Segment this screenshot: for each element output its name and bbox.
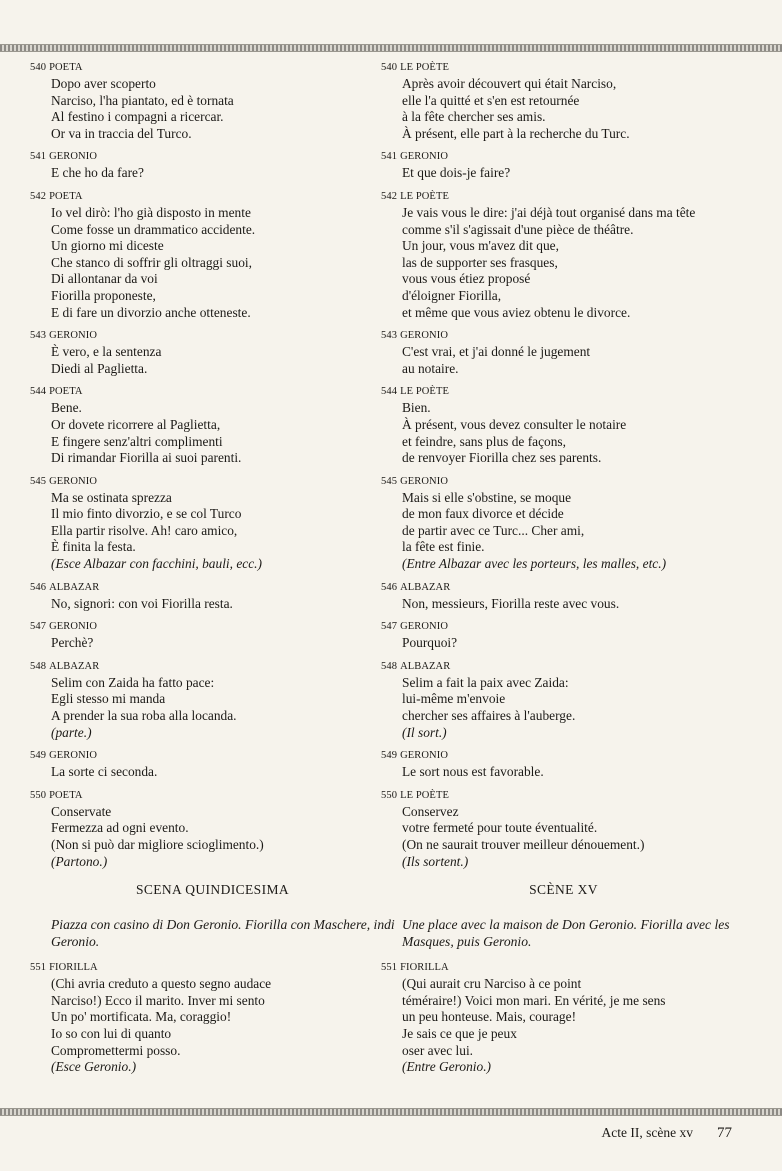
dialogue-entry xyxy=(381,748,746,781)
verse-lines xyxy=(381,764,746,781)
speaker-line xyxy=(381,474,746,490)
french-column xyxy=(381,60,746,1083)
speaker-line xyxy=(381,60,746,76)
speaker-line xyxy=(30,149,398,165)
verse-lines xyxy=(381,165,746,182)
line-number: 547 xyxy=(30,621,47,633)
verse-line: Non, messieurs, Fiorilla reste avec vous. xyxy=(402,595,620,611)
dialogue-entry xyxy=(30,384,398,466)
verse-line: Al festino i compagni a ricercar. xyxy=(51,109,224,125)
speaker-line xyxy=(30,788,398,804)
verse-line: Selim con Zaida ha fatto pace: xyxy=(51,674,215,690)
speaker-line xyxy=(381,189,746,205)
verse-line: Conservate xyxy=(51,803,112,819)
stage-direction: (Ils sortent.) xyxy=(402,853,469,869)
line-number: 543 xyxy=(381,330,398,342)
stage-direction: (Entre Albazar avec les porteurs, les malles, etc.) xyxy=(402,556,667,572)
italian-dialogue-part1 xyxy=(30,60,398,870)
verse-lines xyxy=(30,205,395,321)
verse-line: E che ho da fare? xyxy=(51,165,144,181)
verse-line: Bene. xyxy=(51,400,82,416)
verse-line: Fiorilla proponeste, xyxy=(51,287,156,303)
verse-lines xyxy=(30,976,395,1076)
verse-line: Le sort nous est favorable. xyxy=(402,764,544,780)
verse-line: (Qui aurait cru Narciso à ce point xyxy=(402,976,582,992)
verse-line: Io vel dirò: l'ho già disposto in mente xyxy=(51,204,251,220)
stage-direction: (Esce Albazar con facchini, bauli, ecc.) xyxy=(51,556,262,572)
verse-line: Di rimandar Fiorilla ai suoi parenti. xyxy=(51,450,242,466)
verse-lines xyxy=(30,490,395,573)
line-number: 540 xyxy=(30,62,47,73)
dialogue-entry xyxy=(30,474,398,573)
dialogue-entry xyxy=(30,189,398,321)
verse-line: d'éloigner Fiorilla, xyxy=(402,287,502,303)
page-number: 77 xyxy=(717,1125,732,1141)
verse-lines xyxy=(30,76,395,142)
verse-line: la fête est finie. xyxy=(402,539,485,555)
stage-setting-italian: Piazza con casino di Don Geronio. Fiorilla con Maschere, indi Geronio. xyxy=(51,917,395,950)
verse-line: À présent, vous devez consulter le notaire xyxy=(402,416,627,432)
line-number: 546 xyxy=(381,581,398,593)
line-number: 551 xyxy=(381,962,398,974)
speaker-line xyxy=(381,659,746,675)
dialogue-entry xyxy=(381,474,746,573)
speaker-line xyxy=(381,149,746,165)
verse-line: de renvoyer Fiorilla chez ses parents. xyxy=(402,450,602,466)
verse-line: (On ne saurait trouver meilleur dénouement.) xyxy=(402,837,645,852)
verse-line: Di allontanar da voi xyxy=(51,271,158,287)
line-number: 542 xyxy=(381,190,398,202)
dialogue-entry xyxy=(30,580,398,613)
verse-line: comme s'il s'agissait d'une pièce de théâtre. xyxy=(402,221,634,237)
line-number: 549 xyxy=(30,750,47,762)
page-footer xyxy=(602,1125,732,1142)
stage-direction: (Il sort.) xyxy=(402,724,447,740)
stage-direction: (Entre Geronio.) xyxy=(402,1059,491,1075)
verse-line: Pourquoi? xyxy=(402,635,458,651)
speaker-line xyxy=(381,748,746,764)
running-header: Acte II, scène xv xyxy=(601,1125,693,1140)
verse-line: de partir avec ce Turc... Cher ami, xyxy=(402,522,585,538)
verse-line: E di fare un divorzio anche otteneste. xyxy=(51,304,251,320)
verse-line: Egli stesso mi manda xyxy=(51,691,166,707)
verse-line: un peu honteuse. Mais, courage! xyxy=(402,1009,577,1025)
verse-line: de mon faux divorce et décide xyxy=(402,506,564,522)
speaker-line xyxy=(30,384,398,400)
verse-line: et feindre, sans plus de façons, xyxy=(402,433,566,449)
verse-line: E fingere senz'altri complimenti xyxy=(51,433,223,449)
dialogue-entry xyxy=(30,60,398,142)
verse-lines xyxy=(381,344,746,377)
scene-title-french: SCÈNE XV xyxy=(529,882,598,898)
verse-line: Conservez xyxy=(402,803,459,819)
speaker-name: GERONIO xyxy=(400,330,449,342)
speaker-line xyxy=(381,328,746,344)
verse-line: È finita la festa. xyxy=(51,539,136,555)
scene-title-italian: SCENA QUINDICESIMA xyxy=(135,882,290,898)
speaker-line xyxy=(30,189,398,205)
verse-line: La sorte ci seconda. xyxy=(51,764,158,780)
verse-lines xyxy=(381,976,746,1076)
dialogue-entry xyxy=(381,788,746,870)
verse-line: oser avec lui. xyxy=(402,1042,474,1058)
speaker-name: GERONIO xyxy=(49,475,98,487)
dialogue-entry xyxy=(381,384,746,466)
verse-lines xyxy=(30,635,395,652)
speaker-name: GERONIO xyxy=(400,621,449,633)
speaker-line xyxy=(381,960,746,976)
verse-line: Un giorno mi diceste xyxy=(51,238,164,254)
verse-line: Narciso!) Ecco il marito. Inver mi sento xyxy=(51,992,265,1008)
verse-line: C'est vrai, et j'ai donné le jugement xyxy=(402,344,591,360)
speaker-name: LE POÈTE xyxy=(400,190,449,202)
verse-line: Bien. xyxy=(402,400,431,416)
verse-line: Narciso, l'ha piantato, ed è tornata xyxy=(51,92,234,108)
speaker-line xyxy=(30,659,398,675)
verse-lines xyxy=(30,804,395,870)
stage-setting-french: Une place avec la maison de Don Geronio. Fiorilla avec les Masques, puis Geronio. xyxy=(402,917,730,950)
verse-line: Ella partir risolve. Ah! caro amico, xyxy=(51,522,238,538)
verse-line: Diedi al Paglietta. xyxy=(51,360,148,376)
dialogue-entry xyxy=(381,60,746,142)
speaker-name: GERONIO xyxy=(400,475,449,487)
verse-line: las de supporter ses frasques, xyxy=(402,254,558,270)
line-number: 550 xyxy=(30,789,47,801)
verse-lines xyxy=(30,764,395,781)
stage-direction: (Partono.) xyxy=(51,853,108,869)
speaker-name: GERONIO xyxy=(49,151,98,163)
verse-lines xyxy=(30,596,395,613)
dialogue-entry xyxy=(30,619,398,652)
verse-line: È vero, e la sentenza xyxy=(51,344,162,360)
dialogue-entry xyxy=(30,149,398,182)
speaker-line xyxy=(30,748,398,764)
dialogue-entry xyxy=(381,659,746,741)
speaker-name: FIORILLA xyxy=(400,962,449,974)
verse-line: Dopo aver scoperto xyxy=(51,76,156,91)
speaker-name: GERONIO xyxy=(400,750,449,762)
dialogue-entry xyxy=(30,748,398,781)
speaker-name: GERONIO xyxy=(49,750,98,762)
top-border-rule xyxy=(0,44,782,52)
verse-line: Ma se ostinata sprezza xyxy=(51,489,172,505)
line-number: 549 xyxy=(381,750,398,762)
verse-line: Come fosse un drammatico accidente. xyxy=(51,221,256,237)
stage-direction: (parte.) xyxy=(51,724,92,740)
dialogue-entry xyxy=(30,328,398,377)
verse-line: Or dovete ricorrere al Paglietta, xyxy=(51,416,221,432)
speaker-name: GERONIO xyxy=(400,151,449,163)
verse-lines xyxy=(381,76,746,142)
speaker-line xyxy=(30,580,398,596)
speaker-name: LE POÈTE xyxy=(400,789,449,801)
line-number: 547 xyxy=(381,621,398,633)
line-number: 543 xyxy=(30,330,47,342)
stage-direction: (Esce Geronio.) xyxy=(51,1059,137,1075)
verse-line: Je sais ce que je peux xyxy=(402,1025,517,1041)
verse-lines xyxy=(381,675,746,741)
line-number: 548 xyxy=(30,660,47,672)
verse-line: Compromettermi posso. xyxy=(51,1042,181,1058)
verse-line: Selim a fait la paix avec Zaida: xyxy=(402,674,569,690)
verse-line: Après avoir découvert qui était Narciso, xyxy=(402,76,617,91)
line-number: 546 xyxy=(30,581,47,593)
verse-line: elle l'a quitté et s'en est retournée xyxy=(402,92,580,108)
speaker-line xyxy=(381,580,746,596)
speaker-name: ALBAZAR xyxy=(400,660,451,672)
verse-lines xyxy=(381,596,746,613)
speaker-name: ALBAZAR xyxy=(400,581,451,593)
speaker-name: ALBAZAR xyxy=(49,660,100,672)
speaker-name: POETA xyxy=(49,190,83,202)
verse-lines xyxy=(381,635,746,652)
dialogue-entry xyxy=(30,659,398,741)
speaker-name: POETA xyxy=(49,386,83,398)
verse-line: Io so con lui di quanto xyxy=(51,1025,172,1041)
speaker-line xyxy=(381,619,746,635)
verse-line: Un po' mortificata. Ma, coraggio! xyxy=(51,1009,232,1025)
line-number: 551 xyxy=(30,962,47,974)
dialogue-entry xyxy=(381,960,746,1076)
line-number: 540 xyxy=(381,62,398,73)
speaker-name: LE POÈTE xyxy=(400,386,449,398)
dialogue-entry xyxy=(381,189,746,321)
verse-line: À présent, elle part à la recherche du Turc. xyxy=(402,125,630,141)
dialogue-entry xyxy=(381,619,746,652)
verse-lines xyxy=(381,490,746,573)
italian-dialogue-part2 xyxy=(30,960,398,1076)
verse-line: (Chi avria creduto a questo segno audace xyxy=(51,976,272,992)
verse-line: A prender la sua roba alla locanda. xyxy=(51,708,237,724)
verse-line: Fermezza ad ogni evento. xyxy=(51,820,189,836)
verse-lines xyxy=(30,344,395,377)
speaker-name: GERONIO xyxy=(49,330,98,342)
verse-line: Or va in traccia del Turco. xyxy=(51,125,192,141)
verse-line: No, signori: con voi Fiorilla resta. xyxy=(51,595,233,611)
line-number: 545 xyxy=(381,475,398,487)
dialogue-entry xyxy=(381,149,746,182)
speaker-line xyxy=(30,960,398,976)
verse-line: à la fête chercher ses amis. xyxy=(402,109,546,125)
line-number: 541 xyxy=(30,151,47,163)
verse-line: Un jour, vous m'avez dit que, xyxy=(402,238,559,254)
speaker-name: GERONIO xyxy=(49,621,98,633)
verse-line: lui-même m'envoie xyxy=(402,691,506,707)
verse-line: Mais si elle s'obstine, se moque xyxy=(402,489,572,505)
line-number: 541 xyxy=(381,151,398,163)
line-number: 542 xyxy=(30,190,47,202)
verse-line: votre fermeté pour toute éventualité. xyxy=(402,820,598,836)
french-dialogue-part1 xyxy=(381,60,746,870)
dialogue-entry xyxy=(30,788,398,870)
verse-lines xyxy=(381,400,746,466)
verse-line: chercher ses affaires à l'auberge. xyxy=(402,708,576,724)
dialogue-entry xyxy=(381,580,746,613)
speaker-name: POETA xyxy=(49,789,83,801)
speaker-name: POETA xyxy=(49,62,83,73)
verse-lines xyxy=(30,675,395,741)
verse-line: Je vais vous le dire: j'ai déjà tout organisé dans ma tête xyxy=(402,204,696,220)
verse-lines xyxy=(381,205,746,321)
line-number: 548 xyxy=(381,660,398,672)
speaker-line xyxy=(381,384,746,400)
speaker-name: ALBAZAR xyxy=(49,581,100,593)
line-number: 544 xyxy=(30,386,47,398)
speaker-line xyxy=(30,619,398,635)
verse-line: téméraire!) Voici mon mari. En vérité, je me sens xyxy=(402,992,666,1008)
line-number: 550 xyxy=(381,789,398,801)
italian-column xyxy=(30,60,398,1083)
french-dialogue-part2 xyxy=(381,960,746,1076)
verse-line: (Non si può dar migliore scioglimento.) xyxy=(51,837,264,852)
dialogue-entry xyxy=(30,960,398,1076)
verse-line: au notaire. xyxy=(402,360,459,376)
line-number: 545 xyxy=(30,475,47,487)
speaker-line xyxy=(30,60,398,76)
speaker-line xyxy=(30,474,398,490)
speaker-name: FIORILLA xyxy=(49,962,98,974)
verse-lines xyxy=(30,165,395,182)
verse-lines xyxy=(381,804,746,870)
verse-lines xyxy=(30,400,395,466)
verse-line: et même que vous aviez obtenu le divorce. xyxy=(402,304,631,320)
bottom-border-rule xyxy=(0,1108,782,1116)
verse-line: Et que dois-je faire? xyxy=(402,165,511,181)
dialogue-entry xyxy=(381,328,746,377)
verse-line: Perchè? xyxy=(51,635,94,651)
verse-line: vous vous étiez proposé xyxy=(402,271,531,287)
line-number: 544 xyxy=(381,386,398,398)
speaker-line xyxy=(381,788,746,804)
verse-line: Il mio finto divorzio, e se col Turco xyxy=(51,506,242,522)
speaker-name: LE POÈTE xyxy=(400,62,449,73)
speaker-line xyxy=(30,328,398,344)
verse-line: Che stanco di soffrir gli oltraggi suoi, xyxy=(51,254,252,270)
